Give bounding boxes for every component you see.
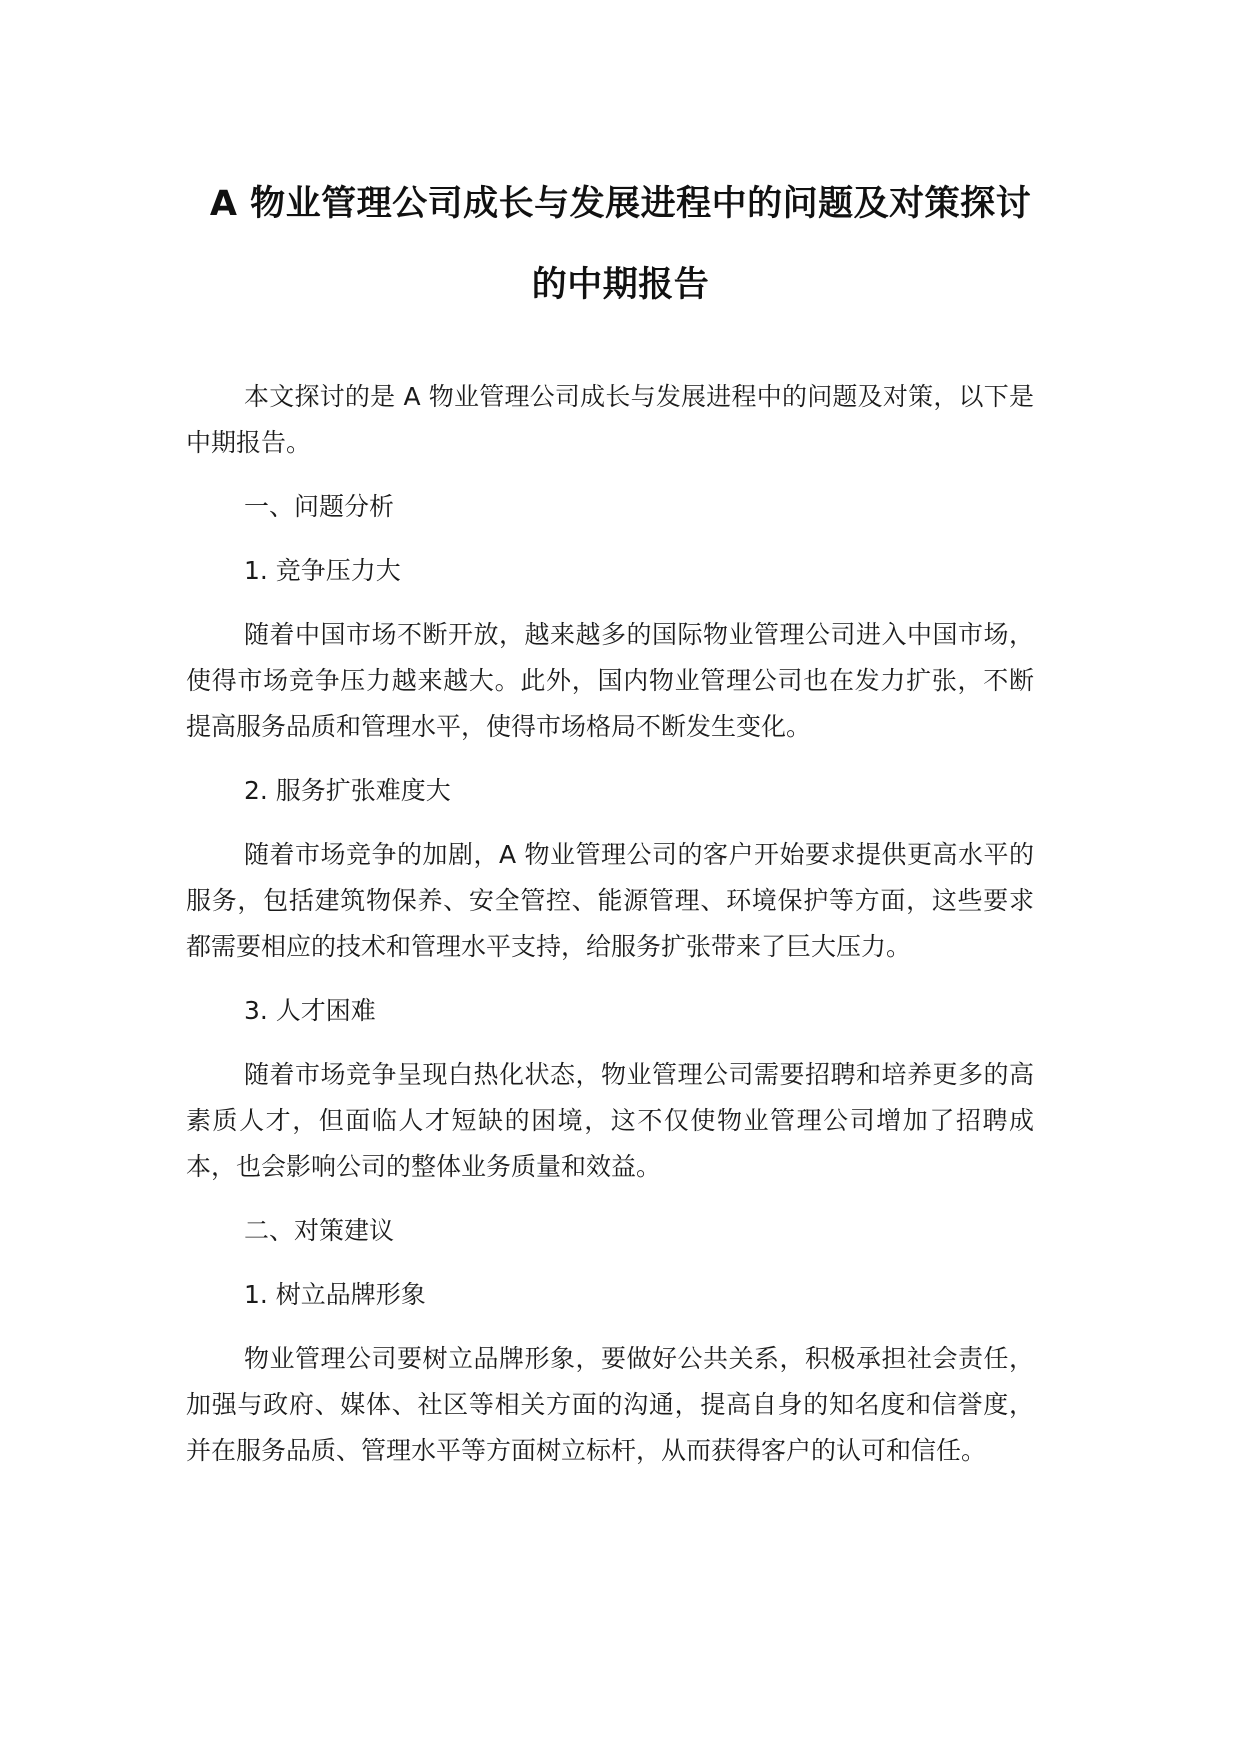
subheading-talent-difficulty: 3. 人才困难 — [244, 996, 376, 1025]
paragraph-competition-pressure: 随着中国市场不断开放，越来越多的国际物业管理公司进入中国市场，使得市场竞争压力越来越大。此外，国内物业管理公司也在发力扩张，不断提高服务品质和管理水平，使得市场格局不断发生变化。 — [186, 620, 1034, 741]
paragraph-brand-image: 物业管理公司要树立品牌形象，要做好公共关系，积极承担社会责任，加强与政府、媒体、社区等相关方面的沟通，提高自身的知名度和信誉度，并在服务品质、管理水平等方面树立标杆，从而获得客户的认可和信任。 — [186, 1344, 1034, 1465]
document-body — [186, 374, 1034, 1492]
document-title-line-2: 的中期报告 — [531, 265, 710, 305]
subheading-service-expansion: 2. 服务扩张难度大 — [244, 776, 451, 805]
paragraph-service-expansion: 随着市场竞争的加剧，A 物业管理公司的客户开始要求提供更高水平的服务，包括建筑物保养、安全管控、能源管理、环境保护等方面，这些要求都需要相应的技术和管理水平支持，给服务扩张带来了巨大压力。 — [186, 840, 1034, 961]
subheading-competition-pressure: 1. 竞争压力大 — [244, 556, 401, 585]
subheading-brand-image: 1. 树立品牌形象 — [244, 1280, 426, 1309]
paragraph-talent-difficulty: 随着市场竞争呈现白热化状态，物业管理公司需要招聘和培养更多的高素质人才，但面临人才短缺的困境，这不仅使物业管理公司增加了招聘成本，也会影响公司的整体业务质量和效益。 — [186, 1060, 1034, 1181]
section-heading-countermeasures: 二、对策建议 — [244, 1216, 395, 1245]
document-title-line-1: A 物业管理公司成长与发展进程中的问题及对策探讨 — [209, 184, 1032, 224]
section-heading-problem-analysis: 一、问题分析 — [244, 492, 395, 521]
intro-paragraph: 本文探讨的是 A 物业管理公司成长与发展进程中的问题及对策，以下是中期报告。 — [186, 382, 1034, 457]
